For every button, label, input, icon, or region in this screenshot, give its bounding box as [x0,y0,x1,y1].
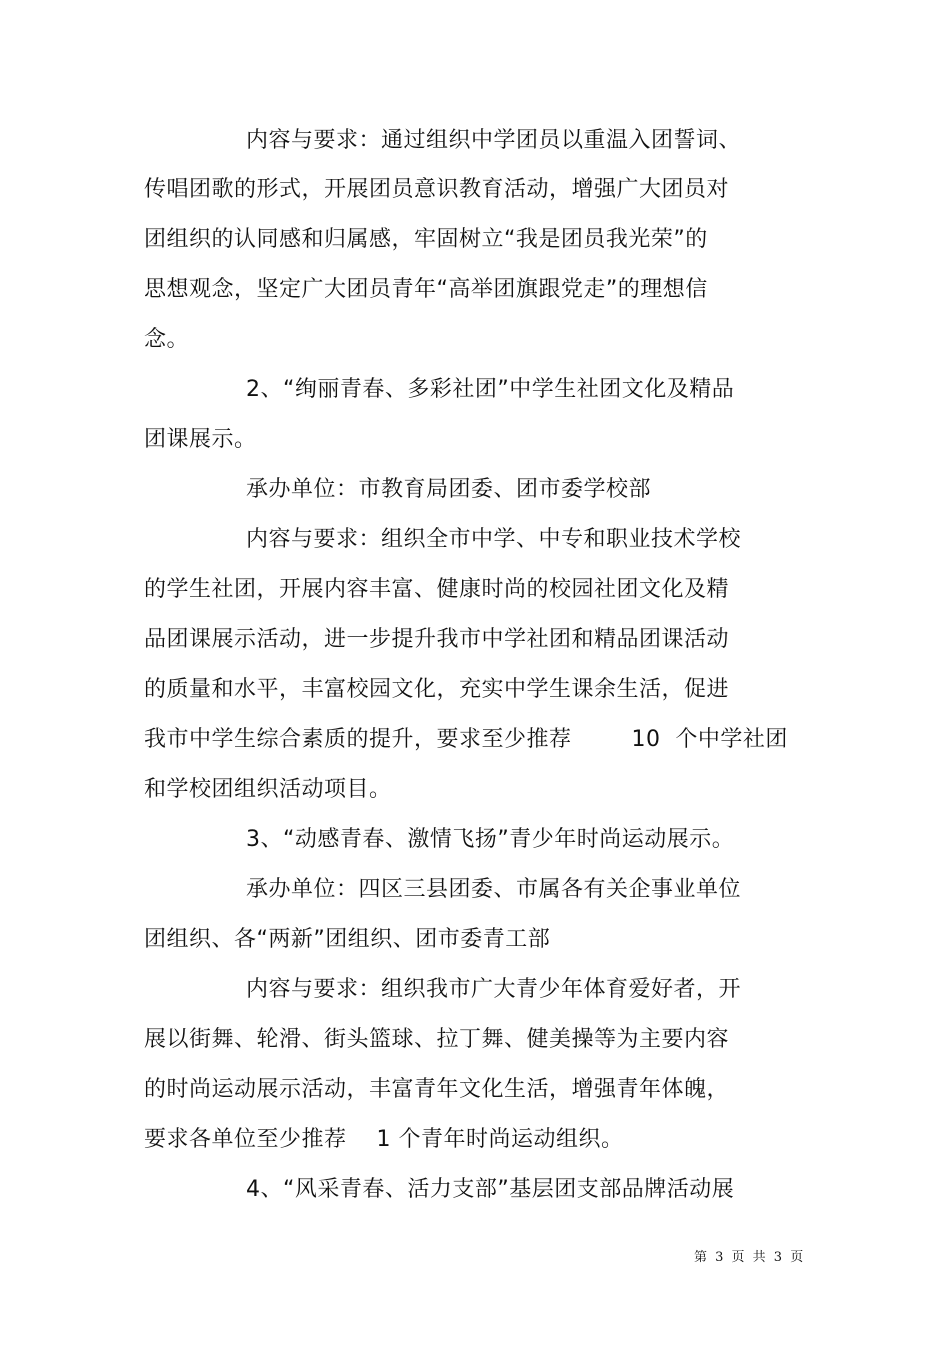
text-line: 要求各单位至少推荐 1 个青年时尚运动组织。 [144,1127,624,1152]
text-line: 内容与要求：组织我市广大青少年体育爱好者，开 [246,977,742,1002]
text-line: 展以街舞、轮滑、街头篮球、拉丁舞、健美操等为主要内容 [144,1027,730,1052]
section-heading: 4、“风采青春、活力支部”基层团支部品牌活动展 [246,1177,735,1202]
text-line: 内容与要求：通过组织中学团员以重温入团誓词、 [246,128,742,153]
text-line: 团课展示。 [144,427,257,452]
text-line: 团组织、各“两新”团组织、团市委青工部 [144,927,551,952]
text-line: 承办单位：市教育局团委、团市委学校部 [246,477,652,502]
text-line: 思想观念，坚定广大团员青年“高举团旗跟党走”的理想信 [144,277,708,302]
text-line: 我市中学生综合素质的提升，要求至少推荐 10 个中学社团 [144,727,788,752]
text-line: 念。 [144,327,190,352]
text-line: 传唱团歌的形式，开展团员意识教育活动，增强广大团员对 [144,177,730,202]
text-line: 的质量和水平，丰富校园文化，充实中学生课余生活，促进 [144,677,730,702]
text-line: 内容与要求：组织全市中学、中专和职业技术学校 [246,527,742,552]
page-number-footer: 第 3 页 共 3 页 [694,1250,806,1265]
section-heading: 2、“绚丽青春、多彩社团”中学生社团文化及精品 [246,377,735,402]
text-line: 的学生社团，开展内容丰富、健康时尚的校园社团文化及精 [144,577,730,602]
section-heading: 3、“动感青春、激情飞扬”青少年时尚运动展示。 [246,827,735,852]
text-line: 品团课展示活动，进一步提升我市中学社团和精品团课活动 [144,627,730,652]
text-line: 的时尚运动展示活动，丰富青年文化生活，增强青年体魄， [144,1077,730,1102]
text-line: 和学校团组织活动项目。 [144,777,392,802]
text-line: 承办单位：四区三县团委、市属各有关企事业单位 [246,877,742,902]
text-line: 团组织的认同感和归属感，牢固树立“我是团员我光荣”的 [144,227,708,252]
